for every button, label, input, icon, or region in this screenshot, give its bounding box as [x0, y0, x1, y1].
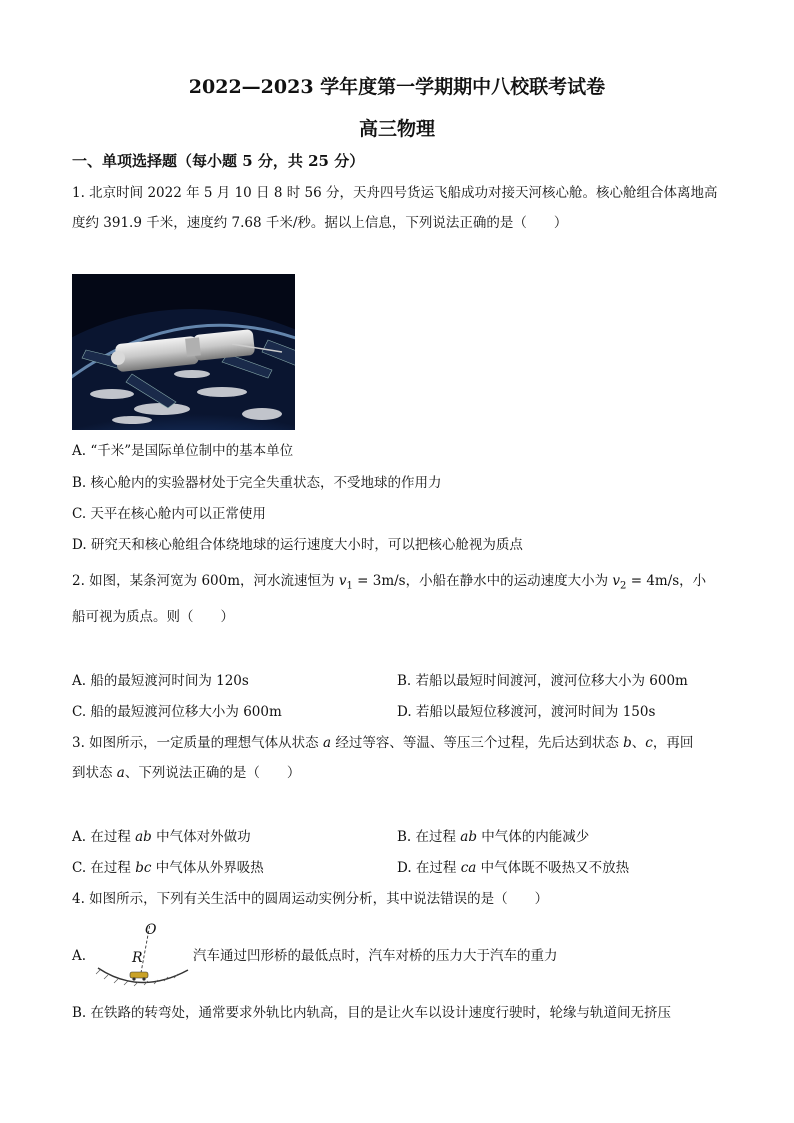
- section-heading: 一、单项选择题（每小题 5 分，共 25 分）: [72, 152, 365, 170]
- v1-subscript: 1: [346, 580, 353, 592]
- q2-stem-part3: = 4m/s，小: [626, 573, 707, 589]
- concave-bridge-diagram: [92, 918, 192, 988]
- space-station-image: [72, 274, 295, 430]
- q2-stem-part1: 2. 如图，某条河宽为 600m，河水流速恒为: [72, 573, 339, 589]
- option-text: C. 在过程: [72, 860, 136, 876]
- q4-option-a-label: A.: [72, 948, 87, 964]
- space-station-illustration: [72, 274, 295, 430]
- option-text: 中气体既不吸热又不放热: [476, 860, 630, 876]
- process-label: ca: [460, 860, 477, 876]
- q3-option-d: [397, 858, 629, 878]
- v1-symbol: v: [338, 573, 347, 589]
- q4-option-b: B. 在铁路的转弯处，通常要求外轨比内轨高，目的是让火车以设计速度行驶时，轮缘与轨道间无挤压: [72, 1005, 672, 1021]
- q2-option-b: B. 若船以最短时间渡河，渡河位移大小为 600m: [397, 673, 688, 689]
- state-c: c: [645, 735, 653, 751]
- exam-subtitle: 高三物理: [358, 118, 435, 140]
- q3-stem-line1: [72, 733, 693, 753]
- process-label: ab: [460, 829, 477, 845]
- q1-stem-line2: 度约 391.9 千米，速度约 7.68 千米/秒。据以上信息，下列说法正确的是（ ）: [72, 215, 568, 231]
- q3-separator: 、: [631, 735, 646, 751]
- q3-text: ，再回: [652, 735, 694, 751]
- q3-option-a: [72, 827, 251, 847]
- option-text: A. 在过程: [72, 829, 136, 845]
- exam-title: 2022—2023 学年度第一学期期中八校联考试卷: [188, 76, 606, 98]
- label-r: R: [132, 950, 143, 966]
- q1-option-d: D. 研究天和核心舱组合体绕地球的运行速度大小时，可以把核心舱视为质点: [72, 537, 523, 553]
- q2-stem-line1: [72, 571, 706, 597]
- state-a: a: [322, 735, 332, 751]
- q3-text: 到状态: [72, 765, 117, 781]
- q2-option-c: C. 船的最短渡河位移大小为 600m: [72, 704, 282, 720]
- process-label: bc: [135, 860, 152, 876]
- q2-stem-part2: = 3m/s，小船在静水中的运动速度大小为: [352, 573, 613, 589]
- state-b: b: [623, 735, 632, 751]
- option-text: D. 在过程: [397, 860, 461, 876]
- q2-option-a: A. 船的最短渡河时间为 120s: [72, 673, 249, 689]
- car-icon: [130, 972, 148, 978]
- v2-subscript: 2: [620, 580, 627, 592]
- option-text: 中气体从外界吸热: [151, 860, 264, 876]
- q3-text: 3. 如图所示，一定质量的理想气体从状态: [72, 735, 323, 751]
- q3-text: 、下列说法正确的是（ ）: [124, 765, 301, 781]
- q4-stem: 4. 如图所示，下列有关生活中的圆周运动实例分析，其中说法错误的是（ ）: [72, 891, 549, 907]
- q3-option-b: [397, 827, 589, 847]
- option-text: 中气体的内能减少: [477, 829, 590, 845]
- v2-symbol: v: [612, 573, 621, 589]
- q3-option-c: [72, 858, 264, 878]
- q2-stem-line2: 船可视为质点。则（ ）: [72, 609, 234, 625]
- q1-option-b: B. 核心舱内的实验器材处于完全失重状态，不受地球的作用力: [72, 475, 442, 491]
- state-a: a: [116, 765, 125, 781]
- q3-stem-line2: [72, 763, 300, 783]
- option-text: 中气体对外做功: [151, 829, 251, 845]
- q4-option-a-text: 汽车通过凹形桥的最低点时，汽车对桥的压力大于汽车的重力: [193, 948, 558, 964]
- q1-option-a: A. “千米”是国际单位制中的基本单位: [72, 443, 294, 459]
- q3-text: 经过等容、等温、等压三个过程，先后达到状态: [331, 735, 624, 751]
- label-o: O: [145, 922, 157, 938]
- q1-stem-line1: 1. 北京时间 2022 年 5 月 10 日 8 时 56 分，天舟四号货运飞船成功对接天河核心舱。核心舱组合体离地高: [72, 185, 718, 201]
- option-text: B. 在过程: [397, 829, 461, 845]
- process-label: ab: [135, 829, 152, 845]
- q2-option-d: D. 若船以最短位移渡河，渡河时间为 150s: [397, 704, 656, 720]
- q1-option-c: C. 天平在核心舱内可以正常使用: [72, 506, 266, 522]
